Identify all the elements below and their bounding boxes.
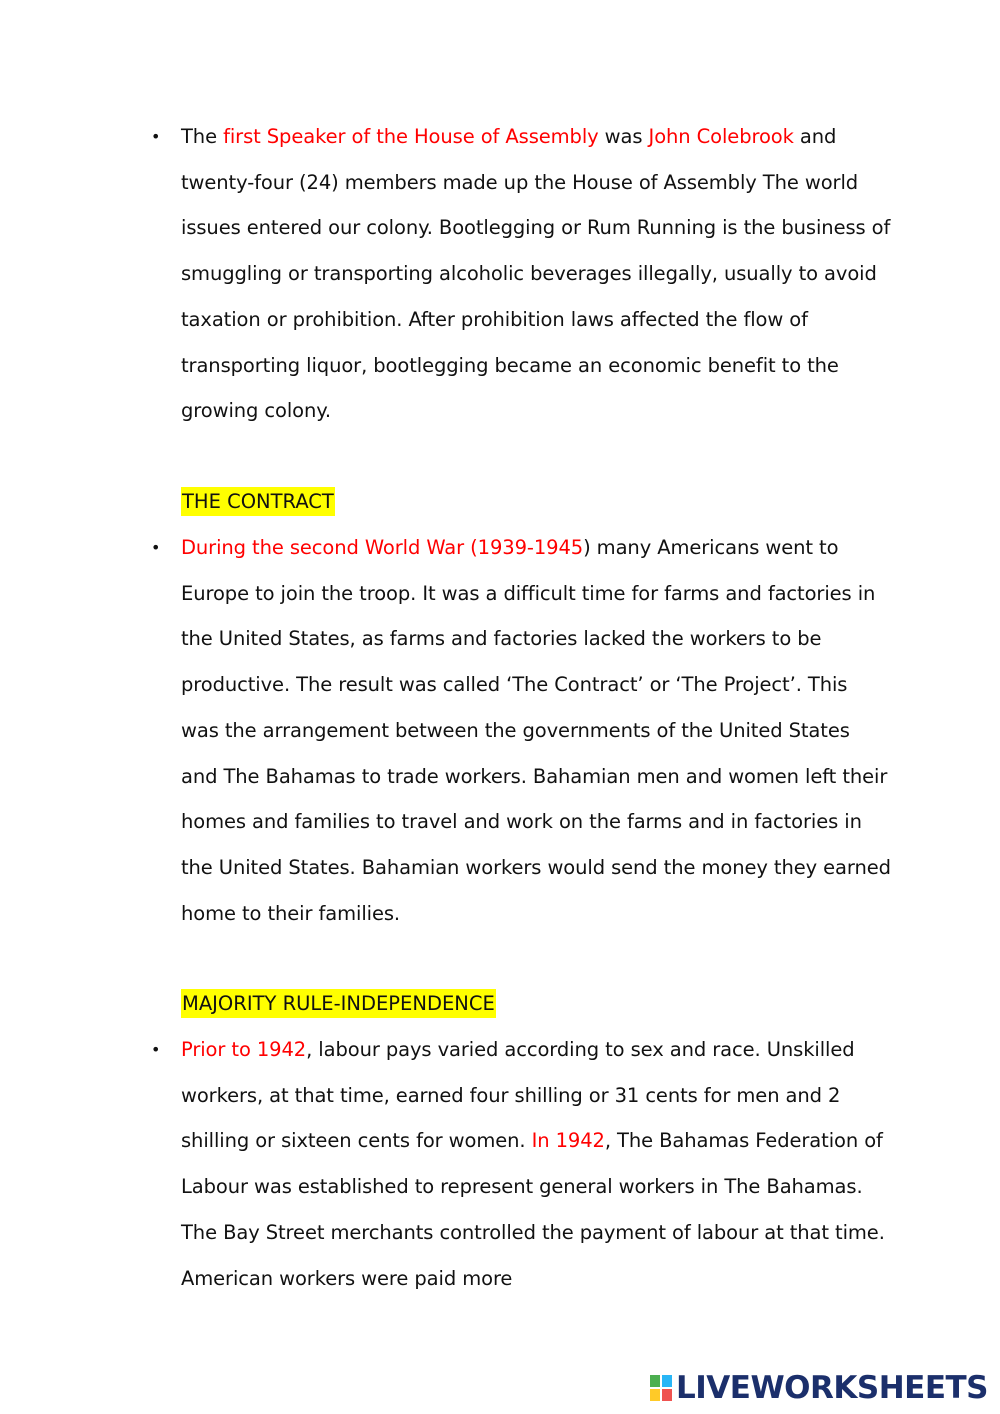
- text-segment: , labour pays varied according to sex and race. Unskilled workers, at that time, earned four shilling or 31 cents for men and 2 shilling or sixteen cents for women.: [181, 1038, 855, 1153]
- text-segment: and twenty-four (24) members made up the House of Assembly The world issues entered our colony. Bootlegging or Rum Running is the business of smuggling or transporting alcoholic beverages illegally, usually to avoid taxation or prohibition. After prohibition laws affected the flow of transporting liquor, bootlegging became an economic benefit to the growing colony.: [181, 125, 891, 423]
- text-segment: , The Bahamas Federation of Labour was established to represent general workers in The Bahamas. The Bay Street merchants controlled the payment of labour at that time. American workers were paid more: [181, 1129, 885, 1290]
- paragraph-contract: [151, 525, 891, 936]
- heading-majority-rule: [181, 981, 496, 1027]
- heading-text: THE CONTRACT: [181, 487, 335, 516]
- highlight-red-text: Prior to 1942: [181, 1038, 307, 1061]
- highlight-red-text: John Colebrook: [648, 125, 794, 148]
- highlight-red-text: first Speaker of the House of Assembly: [223, 125, 599, 148]
- bullet-icon: •: [151, 127, 161, 146]
- liveworksheets-logo-icon: [650, 1375, 672, 1401]
- highlight-red-text: During the second World War (1939-1945: [181, 536, 584, 559]
- bullet-icon: •: [151, 538, 161, 557]
- text-segment: The: [181, 125, 224, 148]
- bullet-icon: •: [151, 1040, 161, 1059]
- text-segment: was: [598, 125, 649, 148]
- text-segment: ) many Americans went to Europe to join the troop. It was a difficult time for farms and factories in the United States, as farms and factories lacked the workers to be productive. The result was called ‘The Contract’ or ‘The Project’. This was the arrangement between the governments of the United States and The Bahamas to trade workers. Bahamian men and women left their homes and families to travel and work on the farms and in factories in the United States. Bahamian workers would send the money they earned home to their families.: [181, 536, 891, 925]
- paragraph-majority-rule: [151, 1027, 891, 1301]
- highlight-red-text: In 1942: [531, 1129, 605, 1153]
- heading-text: MAJORITY RULE-INDEPENDENCE: [181, 989, 496, 1018]
- liveworksheets-logo[interactable]: [650, 1370, 988, 1406]
- paragraph-speaker: [151, 114, 891, 434]
- logo-text: LIVEWORKSHEETS: [676, 1370, 988, 1406]
- heading-the-contract: [181, 479, 335, 525]
